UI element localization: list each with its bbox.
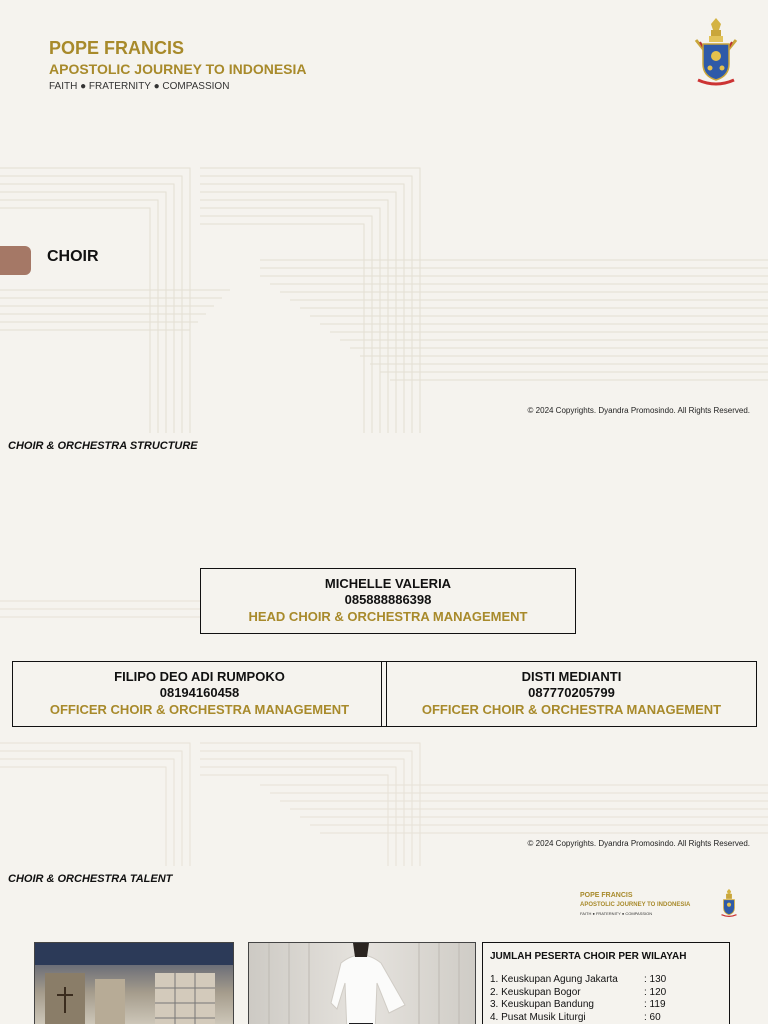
officer-name: FILIPO DEO ADI RUMPOKO — [114, 669, 285, 684]
participants-table — [482, 942, 730, 1024]
section-label: CHOIR & ORCHESTRA STRUCTURE — [8, 440, 198, 452]
head-phone: 085888886398 — [344, 592, 432, 607]
papal-crest-icon — [718, 888, 740, 918]
row-value: : 120 — [644, 986, 667, 998]
section-marker — [0, 246, 31, 275]
head-name: MICHELLE VALERIA — [324, 576, 452, 591]
row-value: : 119 — [644, 999, 666, 1010]
officer-card — [12, 661, 387, 727]
table-row — [490, 987, 722, 1000]
officer-phone: 087770205799 — [528, 685, 615, 700]
singer-photo — [248, 942, 476, 1024]
papal-crest-icon — [690, 16, 742, 88]
officer-role: OFFICER CHOIR & ORCHESTRA MANAGEMENT — [49, 702, 350, 717]
head-card — [200, 568, 576, 634]
mini-brand-tagline: FAITH ● FRATERNITY ● COMPASSION — [580, 911, 653, 916]
background-pattern — [0, 433, 768, 866]
section-label: CHOIR & ORCHESTRA TALENT — [8, 873, 173, 885]
copyright-text: © 2024 Copyrights. Dyandra Promosindo. All Rights Reserved. — [527, 406, 750, 415]
officer-role: OFFICER CHOIR & ORCHESTRA MANAGEMENT — [421, 702, 722, 717]
table-title: JUMLAH PESERTA CHOIR PER WILAYAH — [490, 951, 687, 962]
row-name: 4. Pusat Musik Liturgi — [490, 1011, 586, 1023]
officer-card — [386, 661, 757, 727]
brand-title: POPE FRANCIS — [49, 38, 185, 58]
brand-tagline: FAITH ● FRATERNITY ● COMPASSION — [49, 81, 230, 92]
hall-illustration — [35, 943, 233, 1024]
officer-phone: 08194160458 — [159, 685, 240, 700]
slide-talent — [0, 866, 768, 1024]
brand-subtitle: APOSTOLIC JOURNEY TO INDONESIA — [49, 61, 307, 77]
row-name: 2. Keuskupan Bogor — [490, 986, 581, 998]
singer-illustration — [249, 943, 475, 1024]
head-role: HEAD CHOIR & ORCHESTRA MANAGEMENT — [248, 609, 528, 624]
section-heading: CHOIR — [47, 248, 99, 265]
slide-cover — [0, 0, 768, 433]
card-divider — [381, 661, 382, 727]
table-row — [490, 1012, 722, 1024]
row-name: 1. Keuskupan Agung Jakarta — [490, 974, 618, 985]
row-name: 3. Keuskupan Bandung — [490, 999, 594, 1010]
row-value: : 130 — [644, 974, 667, 985]
mini-brand-title: POPE FRANCIS — [580, 892, 633, 899]
table-row — [490, 974, 722, 987]
copyright-text: © 2024 Copyrights. Dyandra Promosindo. All Rights Reserved. — [527, 839, 750, 848]
slide-structure — [0, 433, 768, 866]
table-row — [490, 999, 722, 1012]
choir-hall-photo — [34, 942, 234, 1024]
mini-brand-subtitle: APOSTOLIC JOURNEY TO INDONESIA — [580, 902, 691, 908]
officer-name: DISTI MEDIANTI — [521, 669, 622, 684]
row-value: : 60 — [644, 1011, 661, 1023]
